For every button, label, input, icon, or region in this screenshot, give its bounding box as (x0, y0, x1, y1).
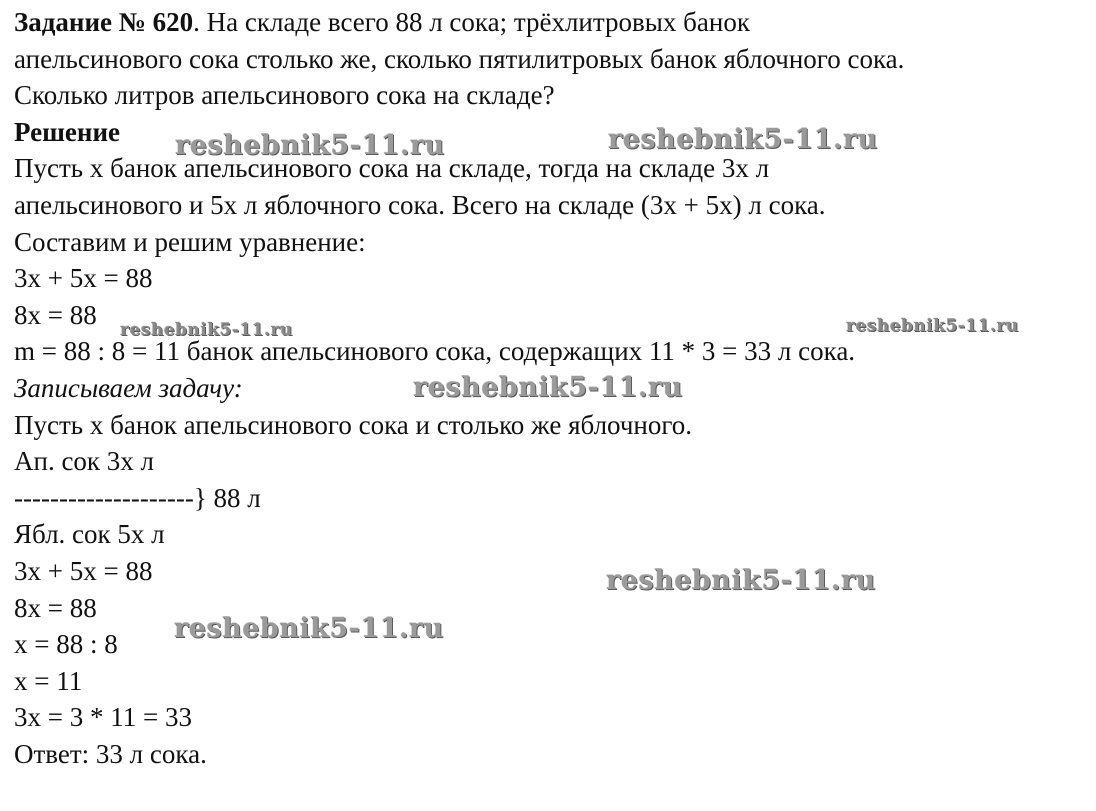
answer-line: Ответ: 33 л сока. (14, 738, 207, 769)
record-line: --------------------} 88 л (14, 482, 261, 513)
equation-line: 8х = 88 (14, 592, 97, 623)
solution-line: апельсинового и 5х л яблочного сока. Всего на складе (3х + 5х) л сока. (14, 189, 826, 220)
solution-line: m = 88 : 8 = 11 банок апельсинового сока, содержащих 11 * 3 = 33 л сока. (14, 336, 856, 367)
task-line-1 (14, 4, 1086, 41)
task-line-2: апельсинового сока столько же, сколько пятилитровых банок яблочного сока. (14, 43, 905, 74)
equation-line: 3х = 3 * 11 = 33 (14, 702, 192, 733)
solution-line: Составим и решим уравнение: (14, 226, 366, 257)
equation-line: х = 88 : 8 (14, 629, 118, 660)
solution-heading: Решение (14, 116, 120, 147)
record-line: Пусть х банок апельсинового сока и столько же яблочного. (14, 409, 693, 440)
watermark: reshebnik5-11.ru (846, 316, 1019, 336)
solution-line: Пусть х банок апельсинового сока на складе, тогда на складе 3х л (14, 153, 770, 184)
record-line: Ябл. сок 5х л (14, 519, 165, 550)
watermark: reshebnik5-11.ru (174, 613, 444, 644)
task-text: . На складе всего 88 л сока; трёхлитровых банок (193, 7, 750, 37)
equation-line: 8х = 88 (14, 299, 97, 330)
equation-line: х = 11 (14, 665, 83, 696)
task-line-3: Сколько литров апельсинового сока на складе? (14, 80, 555, 111)
watermark: reshebnik5-11.ru (606, 565, 876, 596)
equation-line: 3х + 5х = 88 (14, 263, 153, 294)
task-label: Задание № 620 (14, 7, 194, 37)
record-heading: Записываем задачу: (14, 372, 243, 403)
record-line: Ап. сок 3х л (14, 446, 155, 477)
watermark: reshebnik5-11.ru (120, 320, 293, 340)
watermark: reshebnik5-11.ru (175, 130, 445, 161)
watermark: reshebnik5-11.ru (413, 372, 683, 403)
equation-line: 3х + 5х = 88 (14, 555, 153, 586)
watermark: reshebnik5-11.ru (608, 124, 878, 155)
